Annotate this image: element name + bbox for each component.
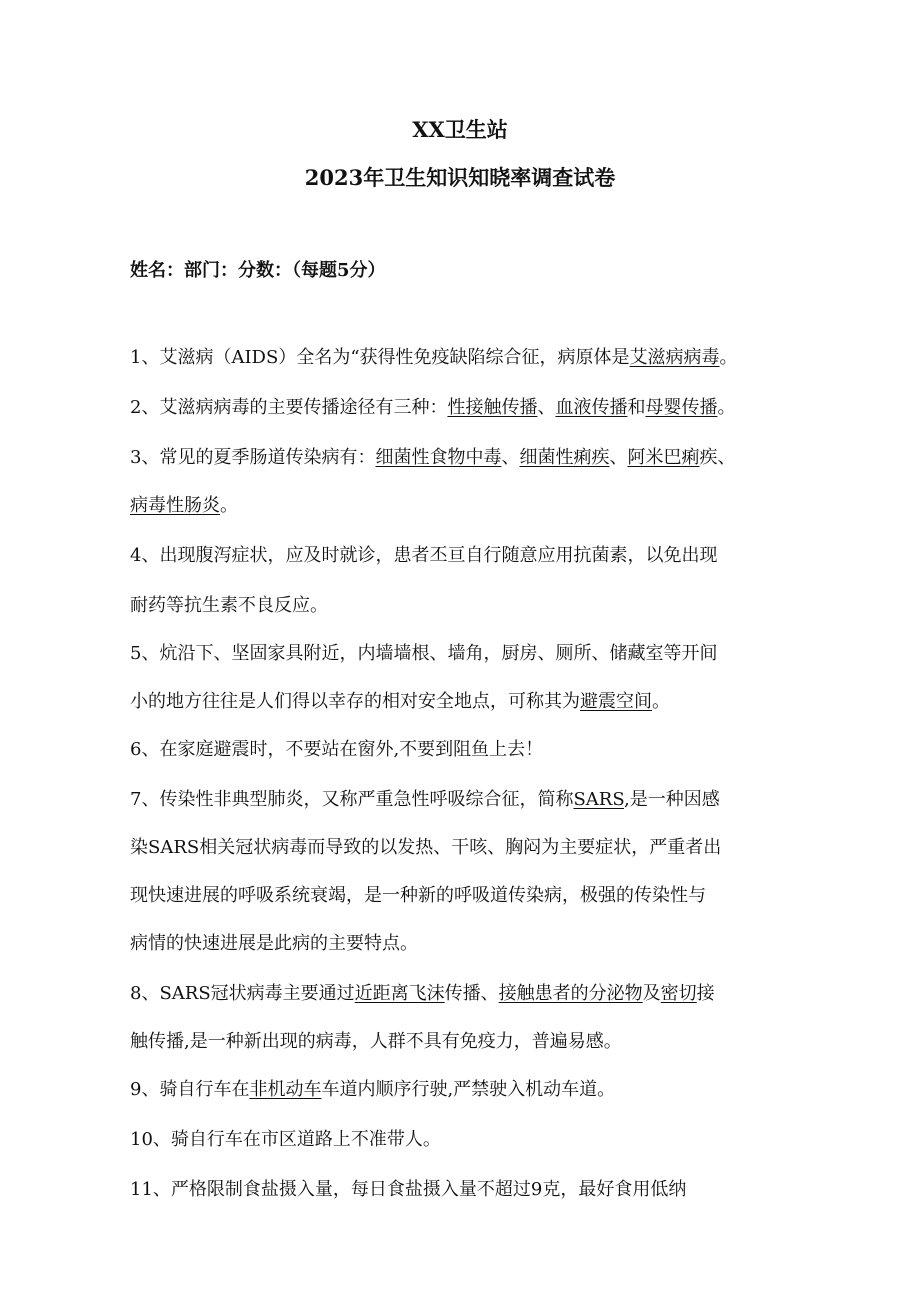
question-4: 4、出现腹泻症状，应及时就诊，患者丕亘自行随意应用抗菌素，以免出现 [130,545,718,566]
question-7-line-4: 病情的快速进展是此病的主要特点。 [130,933,418,954]
question-1: 1、艾滋病（AIDS）全名为“获得性免疫缺陷综合征，病原体是艾滋病病毒。 [130,347,738,368]
info-line: 姓名：部门：分数：（每题5分） [130,260,386,281]
answer: 非机动车 [249,1079,322,1100]
question-9: 9、骑自行车在非机动车车道内顺序行驶,严禁驶入机动车道。 [130,1079,616,1100]
question-10: 10、骑自行车在市区道路上不准带人。 [130,1129,441,1150]
answer: 病毒性肠炎 [130,495,220,516]
question-5-continued: 小的地方往往是人们得以幸存的相对安全地点，可称其为避震空间。 [130,691,670,712]
answer: 密切 [660,983,697,1004]
question-3-continued: 病毒性肠炎。 [130,495,238,516]
answer: 性接触传播 [447,397,538,418]
exam-title: 2023年卫生知识知晓率调查试卷 [304,165,616,190]
answer: 近距离飞沫 [354,983,445,1004]
question-7: 7、传染性非典型肺炎，又称严重急性呼吸综合征，简称SARS,是一种因感 [130,789,720,810]
question-5: 5、炕沿下、坚固家具附近，内墙墙根、墙角，厨房、厕所、储藏室等开间 [130,643,718,664]
answer: 细菌性食物中毒 [375,447,502,468]
answer: 艾滋病病毒 [629,347,720,368]
answer: 接触患者的分泌物 [498,983,643,1004]
answer: SARS [573,789,625,810]
answer: 阿米巴痢 [627,447,700,468]
answer: 血液传播 [555,397,628,418]
question-8: 8、SARS冠状病毒主要通过近距离飞沫传播、接触患者的分泌物及密切接 [130,983,715,1004]
answer: 避震空间 [580,691,652,712]
question-7-line-2: 染SARS相关冠状病毒而导致的以发热、干咳、胸闷为主要症状，严重者出 [130,837,722,858]
question-4-continued: 耐药等抗生素不良反应。 [130,595,328,616]
question-6: 6、在家庭避震时，不要站在窗外,不要到阻鱼上去！ [130,739,544,760]
question-3: 3、常见的夏季肠道传染病有：细菌性食物中毒、细菌性痢疾、阿米巴痢疾、 [130,447,736,468]
question-8-continued: 触传播,是一种新出现的病毒，人群不具有免疫力，普遍易感。 [130,1031,622,1052]
question-7-line-3: 现快速进展的呼吸系统衰竭，是一种新的呼吸道传染病，极强的传染性与 [130,885,706,906]
question-2: 2、艾滋病病毒的主要传播途径有三种：性接触传播、血液传播和母婴传播。 [130,397,736,418]
organization-title: XX卫生站 [412,117,508,142]
question-11: 11、严格限制食盐摄入量，每日食盐摄入量不超过9克，最好食用低纳 [130,1179,687,1200]
answer: 母婴传播 [645,397,718,418]
answer: 细菌性痢疾 [519,447,610,468]
